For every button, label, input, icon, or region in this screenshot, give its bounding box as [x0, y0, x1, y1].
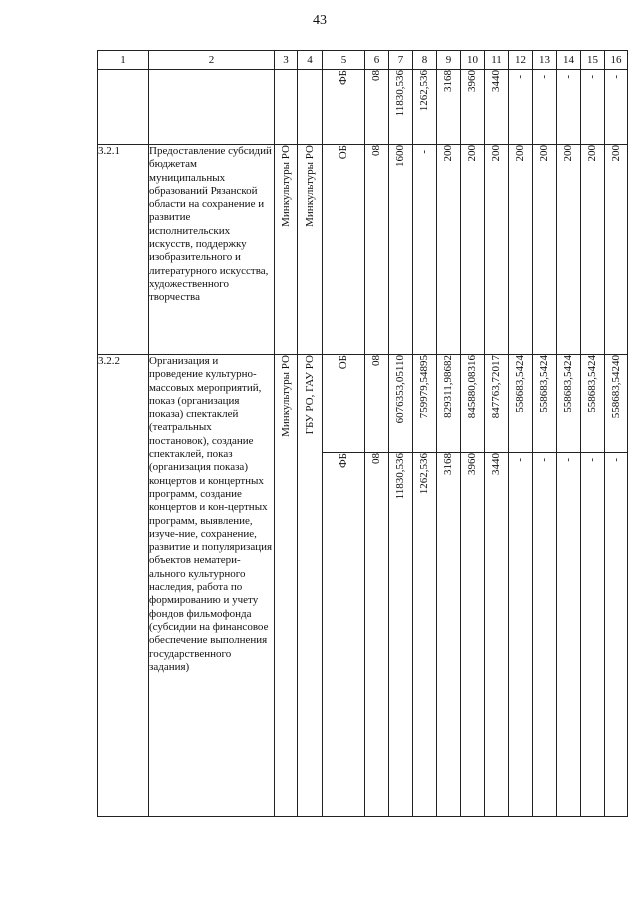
- header-cell: 3: [275, 51, 298, 70]
- value-cell: 558683,5424: [581, 355, 605, 453]
- value-cell: 11830,536: [389, 453, 413, 817]
- value-cell: 759979,54895: [413, 355, 437, 453]
- budget-table: [97, 50, 628, 817]
- value-cell: 845880,08316: [461, 355, 485, 453]
- value-cell: 847763,72017: [485, 355, 509, 453]
- value-cell: 200: [461, 145, 485, 355]
- value-cell: 558683,5424: [533, 355, 557, 453]
- value-cell: 1600: [389, 145, 413, 355]
- value-cell: 1262,536: [413, 453, 437, 817]
- executor-cell: Минкультуры РО: [298, 145, 323, 355]
- source-cell: ОБ: [323, 355, 365, 453]
- table-row: [98, 70, 628, 145]
- value-cell: 3168: [437, 453, 461, 817]
- code-cell: 08: [365, 453, 389, 817]
- value-cell: 829311,98682: [437, 355, 461, 453]
- header-cell: 11: [485, 51, 509, 70]
- row-number: 3.2.1: [98, 145, 149, 355]
- header-cell: 1: [98, 51, 149, 70]
- value-cell: 200: [605, 145, 628, 355]
- value-cell: -: [605, 453, 628, 817]
- value-cell: -: [557, 453, 581, 817]
- header-cell: 2: [149, 51, 275, 70]
- value-cell: -: [581, 453, 605, 817]
- row-name: [149, 70, 275, 145]
- value-cell: -: [581, 70, 605, 145]
- executor-cell: ГБУ РО, ГАУ РО: [298, 355, 323, 817]
- value-cell: 6076353,05110: [389, 355, 413, 453]
- value-cell: 200: [557, 145, 581, 355]
- row-name: Организация и проведение культурно-массовых мероприятий, показ (организация показа) спектаклей (театральных постановок), создание спектаклей, показ (организация показа) концертов и концертных программ, создание концертов и кон-цертных программ, выявление, изуче-ние, сохранение, развитие и популяризация объектов нематери-ального культурного наследия, работа по формированию и учету фондов фильмофонда (субсидии на финансовое обеспечение выполнения государственного задания): [149, 355, 275, 817]
- header-cell: 4: [298, 51, 323, 70]
- responsible-cell: Минкультуры РО: [275, 355, 298, 817]
- code-cell: 08: [365, 145, 389, 355]
- value-cell: -: [509, 70, 533, 145]
- value-cell: 1262,536: [413, 70, 437, 145]
- value-cell: 11830,536: [389, 70, 413, 145]
- header-cell: 9: [437, 51, 461, 70]
- value-cell: -: [533, 453, 557, 817]
- responsible-cell: Минкультуры РО: [275, 145, 298, 355]
- header-cell: 10: [461, 51, 485, 70]
- value-cell: 558683,54240: [605, 355, 628, 453]
- value-cell: -: [605, 70, 628, 145]
- code-cell: 08: [365, 70, 389, 145]
- value-cell: 200: [533, 145, 557, 355]
- value-cell: -: [557, 70, 581, 145]
- value-cell: 3440: [485, 453, 509, 817]
- value-cell: 3168: [437, 70, 461, 145]
- header-cell: 6: [365, 51, 389, 70]
- value-cell: 200: [485, 145, 509, 355]
- value-cell: 3440: [485, 70, 509, 145]
- header-cell: 13: [533, 51, 557, 70]
- row-number: 3.2.2: [98, 355, 149, 817]
- header-cell: 14: [557, 51, 581, 70]
- source-cell: ФБ: [323, 453, 365, 817]
- header-cell: 16: [605, 51, 628, 70]
- value-cell: 200: [581, 145, 605, 355]
- value-cell: 200: [509, 145, 533, 355]
- table-row: [98, 355, 628, 453]
- value-cell: -: [413, 145, 437, 355]
- value-cell: -: [509, 453, 533, 817]
- header-cell: 7: [389, 51, 413, 70]
- header-cell: 15: [581, 51, 605, 70]
- value-cell: 3960: [461, 453, 485, 817]
- header-cell: 5: [323, 51, 365, 70]
- row-number: [98, 70, 149, 145]
- value-cell: 558683,5424: [557, 355, 581, 453]
- source-cell: ОБ: [323, 145, 365, 355]
- page-number: 43: [313, 13, 327, 28]
- value-cell: 3960: [461, 70, 485, 145]
- value-cell: -: [533, 70, 557, 145]
- table-row: [98, 145, 628, 355]
- code-cell: 08: [365, 355, 389, 453]
- executor-cell: [298, 70, 323, 145]
- value-cell: 558683,5424: [509, 355, 533, 453]
- responsible-cell: [275, 70, 298, 145]
- source-cell: ФБ: [323, 70, 365, 145]
- header-cell: 8: [413, 51, 437, 70]
- row-name: Предоставление субсидий бюджетам муниципальных образований Рязанской области на сохранение и развитие исполнительских искусств, поддержку изобразительного и литературного искусства, художественного творчества: [149, 145, 275, 355]
- header-row: [98, 51, 628, 70]
- value-cell: 200: [437, 145, 461, 355]
- header-cell: 12: [509, 51, 533, 70]
